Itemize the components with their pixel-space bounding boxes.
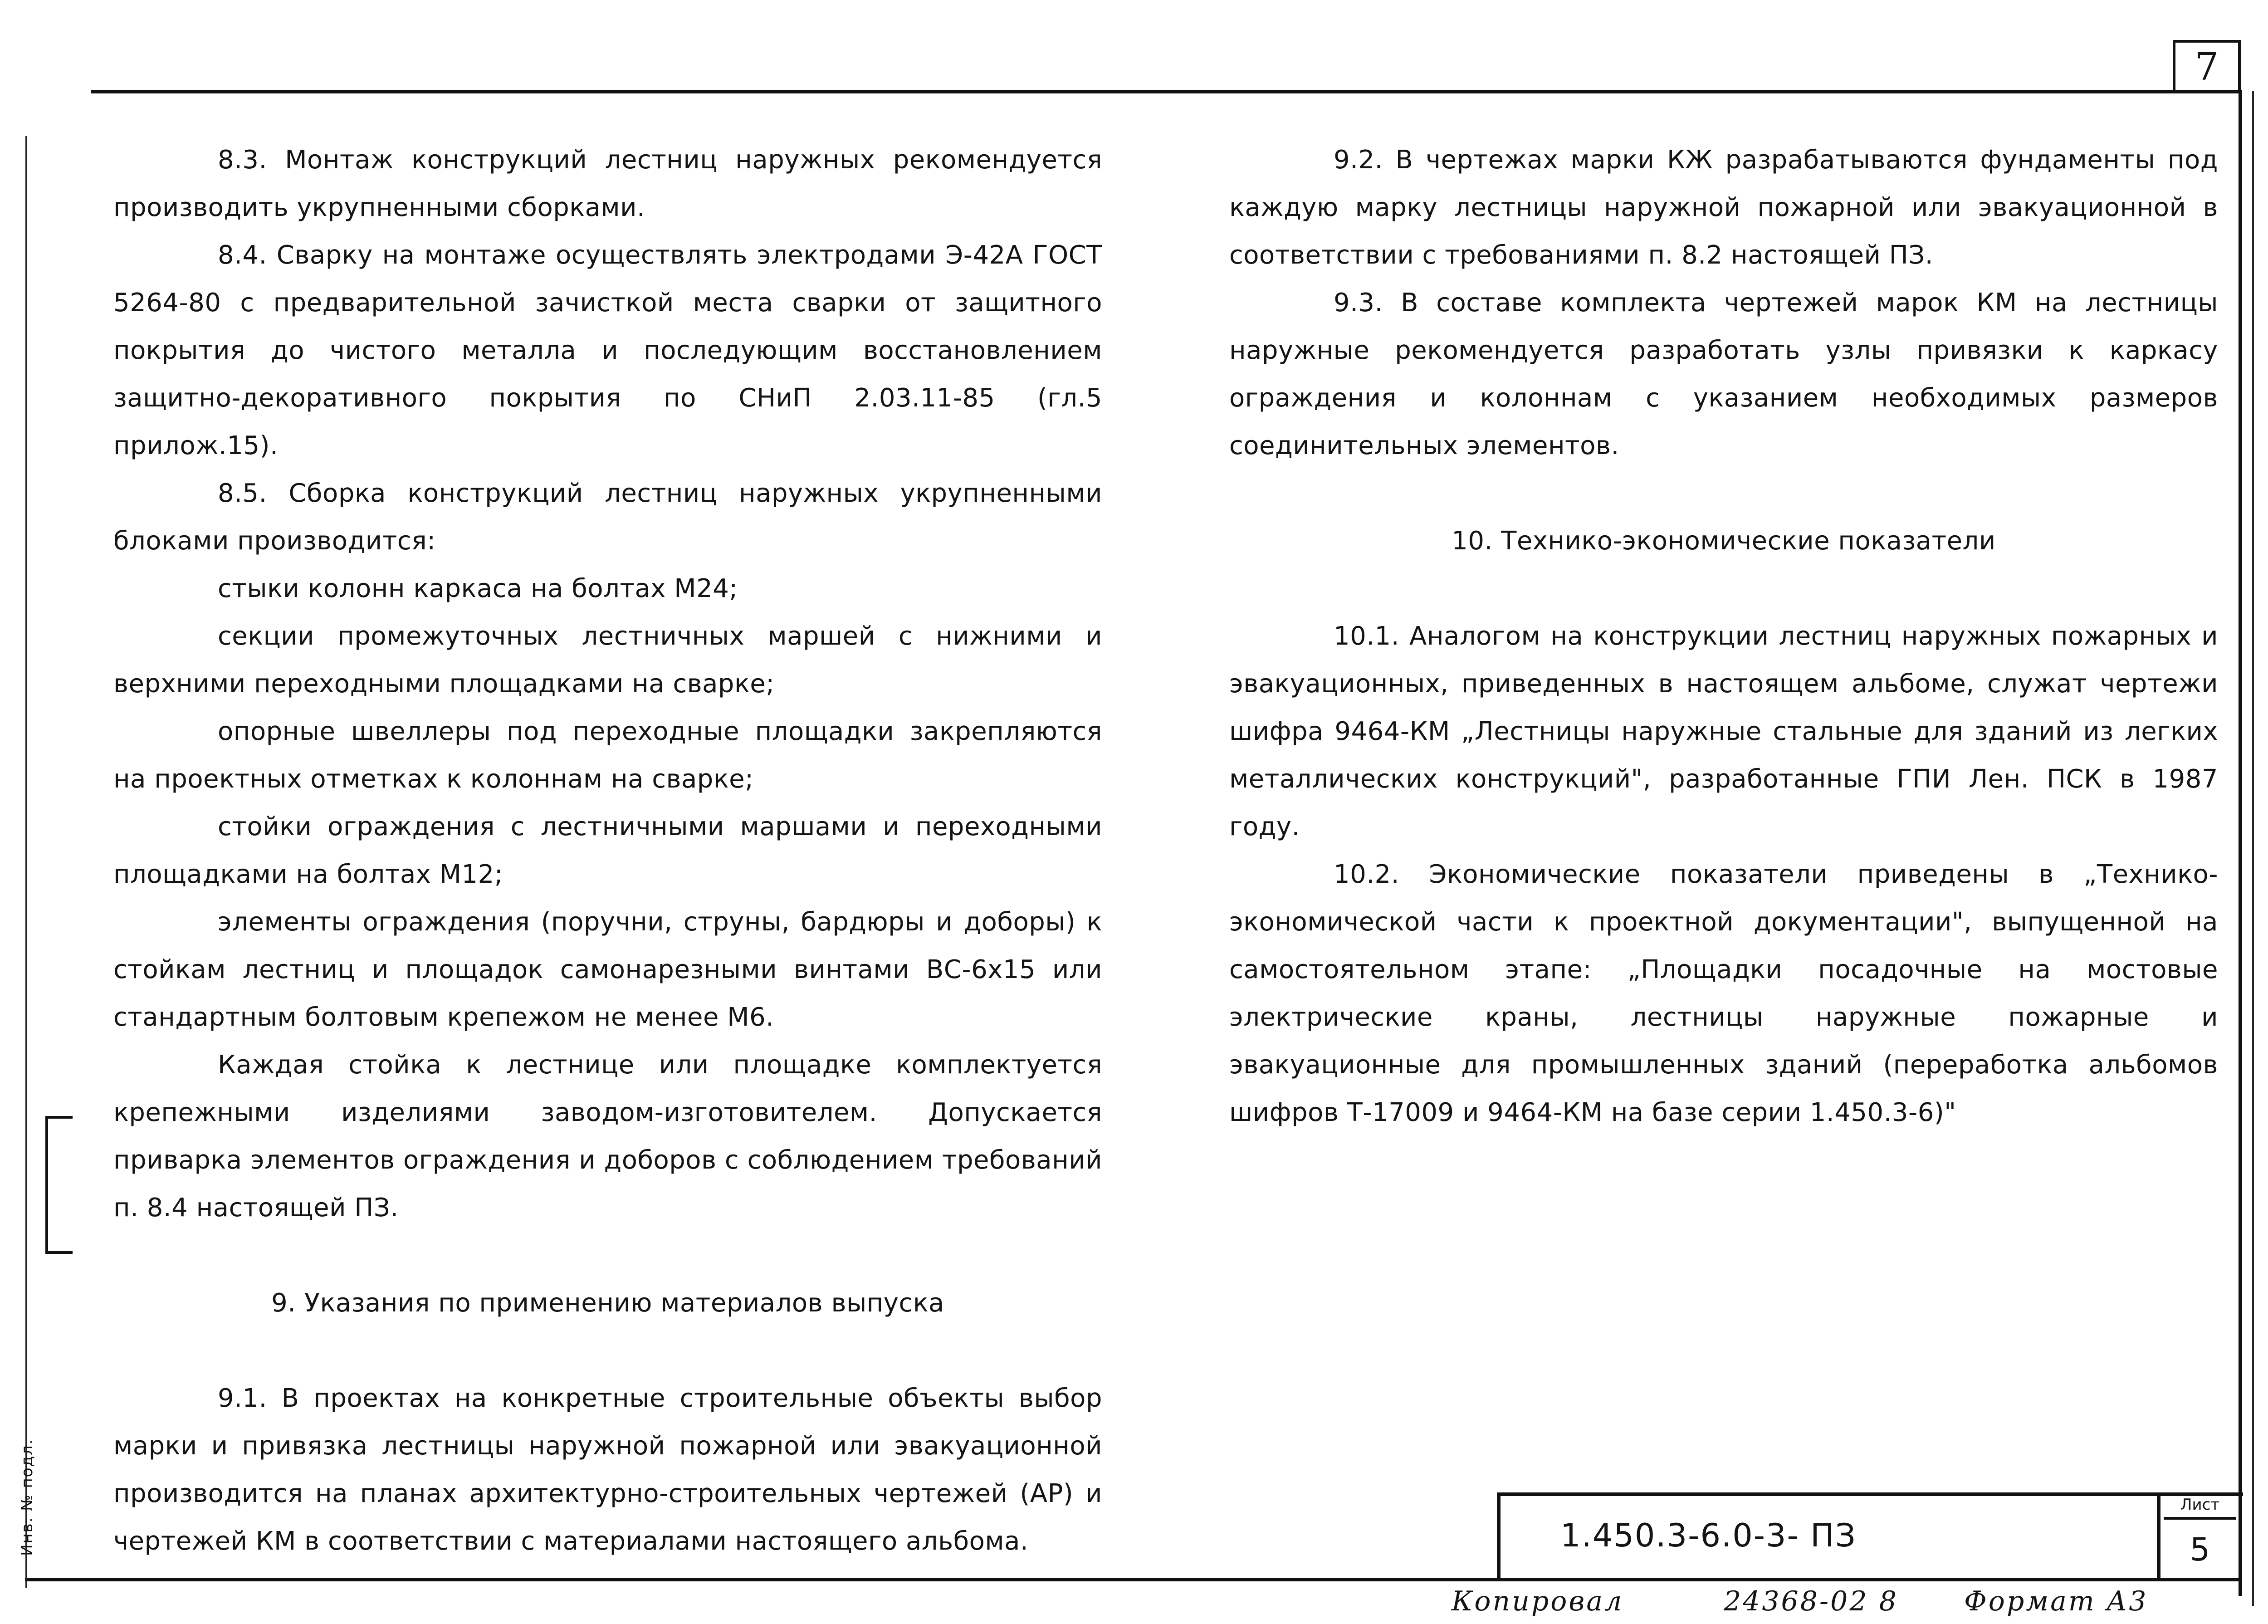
- left-text-column: [113, 136, 1102, 1565]
- paragraph-spacer: [1229, 565, 2218, 612]
- paragraph: 8.4. Сварку на монтаже осуществлять электродами Э-42А ГОСТ 5264-80 с предварительной зачисткой места сварки от защитного покрытия до чистого металла и последующим восстановлением защитно-декоративного покрытия по СНиП 2.03.11-85 (гл.5 прилож.15).: [113, 240, 1102, 460]
- side-stamp: Инв. № подл.: [18, 1438, 36, 1556]
- frame-top-line: [91, 90, 2242, 93]
- right-text-column: [1229, 136, 2218, 1136]
- paragraph-spacer: [113, 1232, 1102, 1279]
- sheet-label: Лист: [2164, 1492, 2236, 1520]
- section-heading: 9. Указания по применению материалов выпуска: [271, 1288, 944, 1318]
- paragraph-spacer: [113, 1327, 1102, 1375]
- document-designation: 1.450.3-6.0-3- ПЗ: [1560, 1517, 1857, 1554]
- footer-format: Формат А3: [1964, 1585, 2148, 1617]
- paragraph: 9.1. В проектах на конкретные строительные объекты выбор марки и привязка лестницы наружной пожарной или эвакуационной производится на планах архитектурно-строительных чертежей (АР) и чертежей КМ в соответствии с материалами настоящего альбома.: [113, 1384, 1102, 1556]
- paragraph: Каждая стойка к лестнице или площадке комплектуется крепежными изделиями заводом-изготовителем. Допускается приварка элементов ограждения и доборов с соблюдением требований п. 8.4 настоящей ПЗ.: [113, 1050, 1102, 1223]
- paragraph-spacer: [1229, 470, 2218, 517]
- section-heading: 10. Технико-экономические показатели: [1452, 526, 1996, 556]
- frame-right-line: [2239, 90, 2242, 1596]
- left-bracket-vertical: [45, 1116, 48, 1252]
- paragraph: секции промежуточных лестничных маршей с нижними и верхними переходными площадками на сварке;: [113, 621, 1102, 699]
- frame-right-outer-line: [2252, 91, 2254, 1606]
- paragraph: 10.2. Экономические показатели приведены в „Технико-экономической части к проектной документации", выпущенной на самостоятельном этапе: „Площадки посадочные на мостовые электрические краны, лестницы наружные пожарные и эвакуационные для промышленных зданий (переработка альбомов шифров Т-17009 и 9464-КМ на базе серии 1.450.3-6)": [1229, 860, 2218, 1127]
- paragraph: 10.1. Аналогом на конструкции лестниц наружных пожарных и эвакуационных, приведенных в настоящем альбоме, служат чертежи шифра 9464-КМ „Лестницы наружные стальные для зданий из легких металлических конструкций", разработанные ГПИ Лен. ПСК в 1987 году.: [1229, 621, 2218, 841]
- paragraph: 8.5. Сборка конструкций лестниц наружных укрупненными блоками производится:: [113, 479, 1102, 556]
- footer-code: 24368-02 8: [1724, 1585, 1898, 1617]
- left-bracket-top: [45, 1116, 73, 1119]
- paragraph: 9.3. В составе комплекта чертежей марок КМ на лестницы наружные рекомендуется разработать узлы привязки к каркасу ограждения и колоннам с указанием необходимых размеров соединительных элементов.: [1229, 288, 2218, 460]
- paragraph: опорные швеллеры под переходные площадки закрепляются на проектных отметках к колоннам на сварке;: [113, 717, 1102, 794]
- frame-left-line: [25, 136, 27, 1588]
- footer-copied: Копировал: [1452, 1585, 1624, 1617]
- paragraph: стойки ограждения с лестничными маршами и переходными площадками на болтах М12;: [113, 812, 1102, 889]
- paragraph: элементы ограждения (поручни, струны, бардюры и доборы) к стойкам лестниц и площадок самонарезными винтами ВС-6х15 или стандартным болтовым крепежом не менее М6.: [113, 907, 1102, 1032]
- list-item: стыки колонн каркаса на болтах М24;: [218, 574, 738, 603]
- paragraph: 9.2. В чертежах марки КЖ разрабатываются фундаменты под каждую марку лестницы наружной пожарной или эвакуационной в соответствии с требованиями п. 8.2 настоящей ПЗ.: [1229, 145, 2218, 270]
- paragraph: 8.3. Монтаж конструкций лестниц наружных рекомендуется производить укрупненными сборками.: [113, 145, 1102, 222]
- left-bracket-bottom: [45, 1251, 73, 1254]
- page-number: 7: [2173, 40, 2241, 91]
- sheet-number: 5: [2190, 1531, 2210, 1568]
